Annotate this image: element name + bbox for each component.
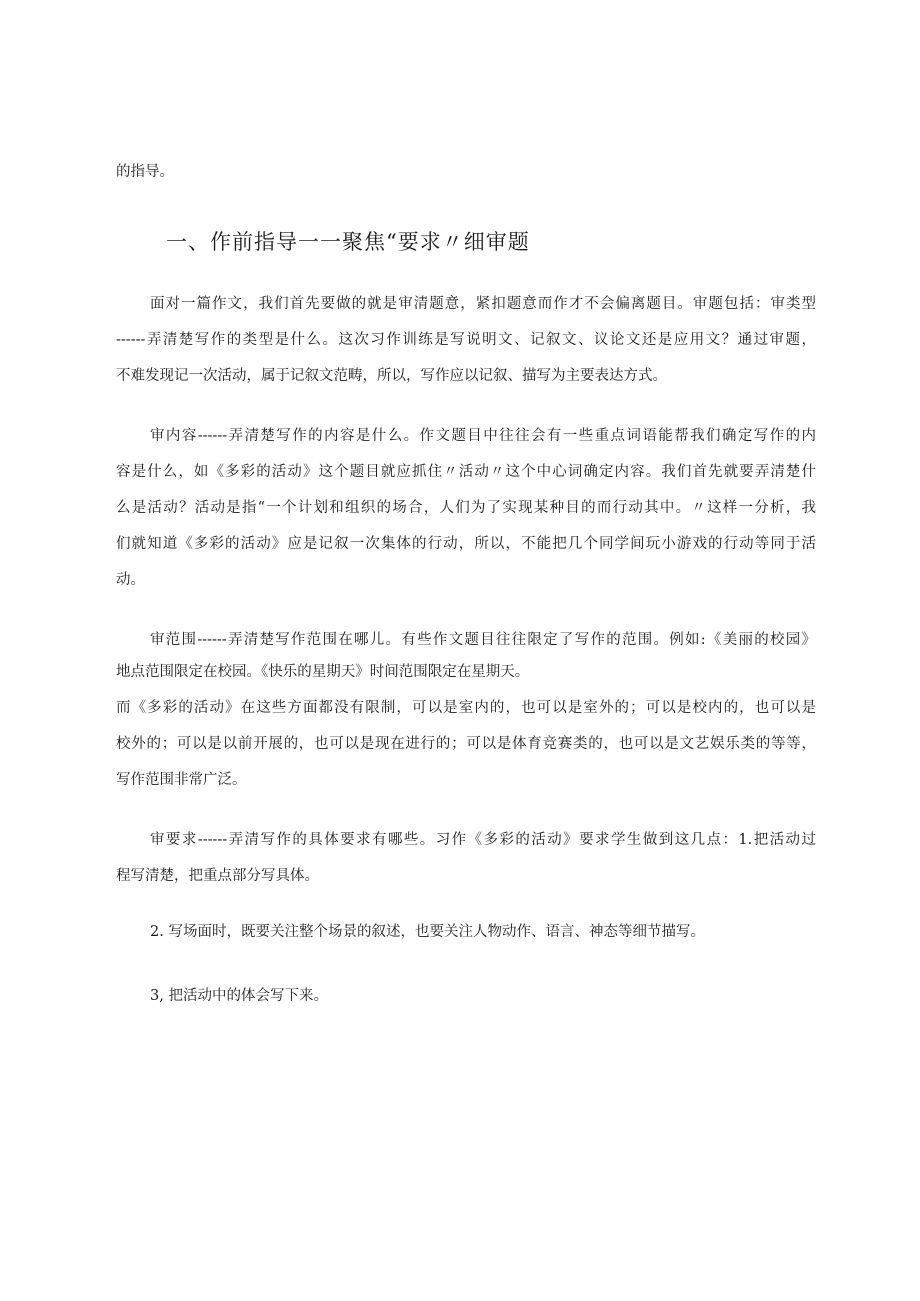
paragraph-line: 审范围------弄清楚写作范围在哪儿。有些作文题目往往限定了写作的范围。例如:《美丽的校园》 bbox=[150, 632, 816, 648]
paragraph-line: 写作范围非常广泛。 bbox=[116, 772, 247, 788]
paragraph-line: 动。 bbox=[116, 572, 145, 588]
intro-tail-text: 的指导。 bbox=[116, 164, 174, 180]
paragraph-line: 地点范围限定在校园。《快乐的星期天》时间范围限定在星期天。 bbox=[116, 664, 530, 680]
paragraph-line: ------弄清楚写作的类型是什么。这次习作训练是写说明文、记叙文、议论文还是应用文？通过审题， bbox=[116, 332, 816, 348]
paragraph-line: 而《多彩的活动》在这些方面都没有限制，可以是室内的，也可以是室外的；可以是校内的，也可以是 bbox=[116, 700, 816, 716]
paragraph-line: 程写清楚，把重点部分写具体。 bbox=[116, 868, 319, 884]
paragraph-line: 么是活动？活动是指“一个计划和组织的场合，人们为了实现某种目的而行动其中。〃这样一分析，我 bbox=[116, 500, 816, 516]
requirement-item-2: 2. 写场面时，既要关注整个场景的叙述，也要关注人物动作、语言、神态等细节描写。 bbox=[150, 924, 705, 940]
paragraph-line: 们就知道《多彩的活动》应是记叙一次集体的行动，所以，不能把几个同学间玩小游戏的行动等同于活 bbox=[116, 536, 816, 552]
requirement-item-3: 3, 把活动中的体会写下来。 bbox=[150, 988, 328, 1004]
paragraph-line: 审内容------弄清楚写作的内容是什么。作文题目中往往会有一些重点词语能帮我们确定写作的内 bbox=[150, 428, 816, 444]
paragraph-line: 审要求------弄清写作的具体要求有哪些。习作《多彩的活动》要求学生做到这几点：1.把活动过 bbox=[150, 832, 816, 848]
section-heading: 一、作前指导一一聚焦“要求〃细审题 bbox=[166, 230, 530, 254]
paragraph-line: 面对一篇作文，我们首先要做的就是审清题意，紧扣题意而作才不会偏离题目。审题包括：审类型 bbox=[150, 296, 816, 312]
paragraph-line: 容是什么，如《多彩的活动》这个题目就应抓住〃活动〃这个中心词确定内容。我们首先就要弄清楚什 bbox=[116, 464, 816, 480]
paragraph-line: 不难发现记一次活动，属于记叙文范畴，所以，写作应以记叙、描写为主要表达方式。 bbox=[116, 368, 667, 384]
paragraph-line: 校外的；可以是以前开展的，也可以是现在进行的；可以是体育竞赛类的，也可以是文艺娱乐类的等等， bbox=[116, 736, 816, 752]
